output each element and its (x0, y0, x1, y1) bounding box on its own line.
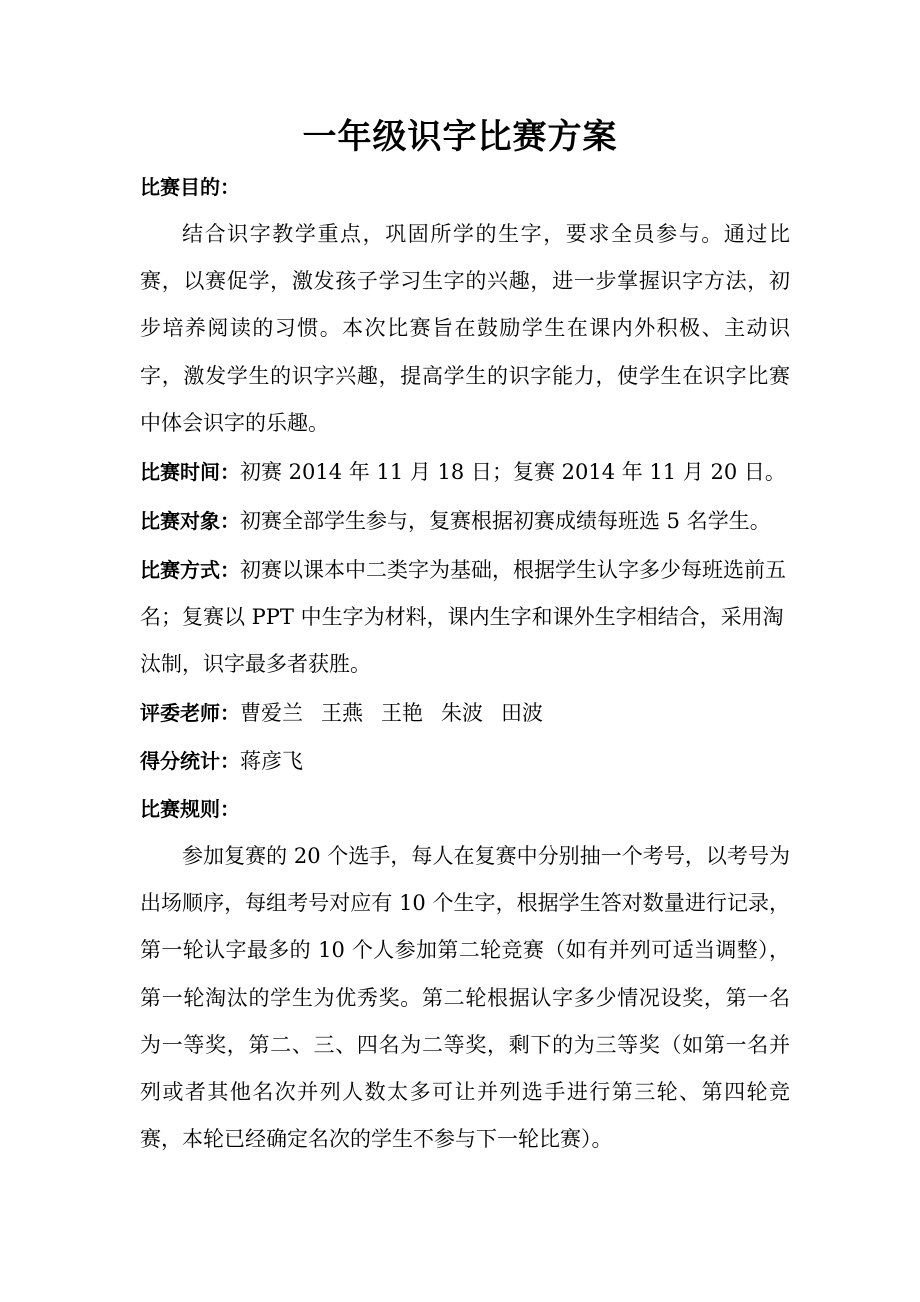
purpose-paragraph: 结合识字教学重点，巩固所学的生字，要求全员参与。通过比赛，以赛促学，激发孩子学习生字的兴趣，进一步掌握识字方法，初步培养阅读的习惯。本次比赛旨在鼓励学生在课内外积极、主动识字，激发学生的识字兴趣，提高学生的识字能力，使学生在识字比赛中体会识字的乐趣。 (140, 222, 790, 435)
judges-heading: 评委老师： (140, 701, 240, 725)
method-text: 初赛以课本中二类字为基础，根据学生认字多少每班选前五名；复赛以 PPT 中生字为材料，课内生字和课外生字相结合，采用淘汰制，识字最多者获胜。 (140, 558, 786, 677)
purpose-heading: 比赛目的： (140, 175, 240, 199)
judge-name: 王艳 (381, 701, 423, 725)
time-line (140, 449, 790, 496)
scoring-line (140, 738, 790, 785)
scoring-text: 蒋彦飞 (240, 749, 303, 773)
document-title: 一年级识字比赛方案 (302, 117, 618, 157)
rules-heading: 比赛规则： (140, 797, 240, 821)
method-paragraph (140, 547, 790, 689)
participants-heading: 比赛对象： (140, 509, 240, 533)
scoring-heading: 得分统计： (140, 749, 240, 773)
judge-name: 王燕 (321, 701, 363, 725)
judge-name: 曹爱兰 (240, 701, 303, 725)
participants-text: 初赛全部学生参与，复赛根据初赛成绩每班选 5 名学生。 (240, 509, 771, 533)
judge-name: 田波 (501, 701, 543, 725)
rules-paragraph: 参加复赛的 20 个选手，每人在复赛中分别抽一个考号，以考号为出场顺序，每组考号对应有 10 个生字，根据学生答对数量进行记录，第一轮认字最多的 10 个人参加第二轮竞赛（如有并列可适当调整），第一轮淘汰的学生为优秀奖。第二轮根据认字多少情况设奖，第一名为一等奖，第二、三、四名为二等奖，剩下的为三等奖（如第一名并列或者其他名次并列人数太多可让并列选手进行第三轮、第四轮竞赛，本轮已经确定名次的学生不参与下一轮比赛）。 (140, 844, 790, 1152)
rules-heading-line (140, 786, 790, 833)
time-text: 初赛 2014 年 11 月 18 日；复赛 2014 年 11 月 20 日。 (240, 460, 786, 484)
purpose-heading-line (140, 164, 790, 211)
time-heading: 比赛时间： (140, 460, 240, 484)
method-heading: 比赛方式： (140, 558, 240, 582)
judge-name: 朱波 (441, 701, 483, 725)
judges-line (140, 690, 790, 737)
participants-line (140, 498, 790, 545)
